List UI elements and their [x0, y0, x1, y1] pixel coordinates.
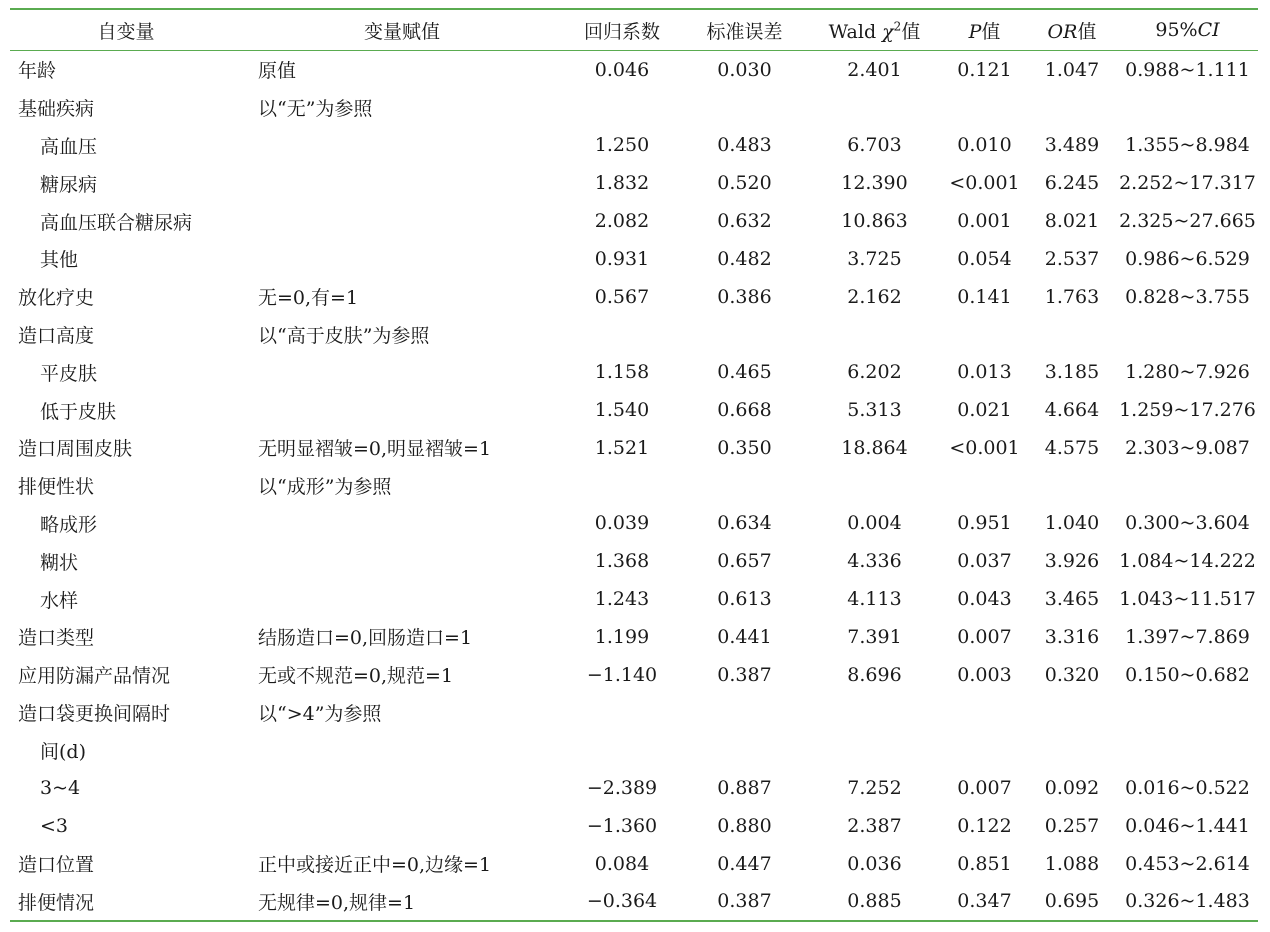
cell-p-value	[942, 316, 1027, 354]
cell-variable: 高血压	[40, 135, 98, 158]
table-row	[10, 51, 1258, 89]
table-row	[10, 807, 1258, 845]
cell-odds-ratio	[1027, 316, 1117, 354]
cell-odds-ratio: 1.763	[1044, 285, 1100, 308]
cell-p-value: 0.054	[957, 247, 1012, 270]
table-row	[10, 353, 1258, 391]
header-row	[10, 9, 1258, 51]
cell-assignment: 原值	[258, 60, 297, 83]
cell-variable: 3~4	[40, 777, 81, 800]
cell-standard-error: 0.441	[717, 625, 772, 648]
cell-p-value: 0.122	[957, 814, 1012, 837]
cell-p-value	[942, 89, 1027, 127]
table-row	[10, 278, 1258, 316]
cell-variable: 平皮肤	[40, 362, 98, 385]
table-row	[10, 240, 1258, 278]
header-p-value: P值	[942, 9, 1027, 51]
cell-wald: 7.252	[847, 777, 902, 800]
cell-coefficient: 0.567	[594, 285, 650, 308]
cell-wald: 0.036	[847, 852, 902, 875]
cell-wald: 0.885	[807, 883, 942, 922]
table-row	[10, 467, 1258, 505]
cell-variable: 间(d)	[40, 740, 86, 763]
cell-confidence-interval	[1117, 89, 1258, 127]
cell-assignment: 无明显褶皱=0,明显褶皱=1	[258, 438, 492, 461]
header-variable: 自变量	[10, 9, 242, 51]
cell-variable: 排便性状	[18, 476, 95, 499]
cell-assignment	[242, 580, 562, 618]
cell-odds-ratio: 4.664	[1044, 399, 1100, 422]
cell-coefficient: 1.243	[594, 588, 650, 611]
cell-p-value	[942, 467, 1027, 505]
cell-standard-error: 0.386	[717, 285, 772, 308]
cell-standard-error: 0.482	[717, 247, 772, 270]
cell-odds-ratio: 0.257	[1044, 814, 1100, 837]
cell-confidence-interval	[1117, 316, 1258, 354]
table-body	[10, 51, 1258, 922]
cell-standard-error	[682, 694, 807, 732]
cell-standard-error: 0.447	[717, 852, 772, 875]
cell-odds-ratio: 3.489	[1044, 134, 1100, 157]
cell-wald: 3.725	[847, 247, 902, 270]
cell-coefficient: 1.250	[594, 134, 650, 157]
cell-odds-ratio: 0.320	[1044, 663, 1100, 686]
cell-p-value: 0.037	[957, 550, 1012, 573]
cell-p-value: <0.001	[949, 436, 1020, 459]
cell-variable: 水样	[40, 589, 79, 612]
cell-p-value: 0.121	[957, 58, 1012, 81]
header-odds-ratio: OR值	[1027, 9, 1117, 51]
cell-standard-error	[682, 731, 807, 769]
cell-coefficient: −1.140	[586, 663, 658, 686]
cell-assignment: 无=0,有=1	[258, 287, 359, 310]
cell-coefficient: 1.521	[594, 436, 650, 459]
table-row	[10, 769, 1258, 807]
table-row	[10, 202, 1258, 240]
cell-coefficient: 1.158	[594, 361, 650, 384]
cell-coefficient: 2.082	[594, 210, 650, 233]
cell-assignment	[242, 353, 562, 391]
cell-assignment: 以“无”为参照	[258, 98, 373, 121]
cell-wald	[807, 316, 942, 354]
cell-wald: 18.864	[841, 436, 908, 459]
cell-odds-ratio: 6.245	[1044, 172, 1100, 195]
cell-p-value: 0.951	[957, 512, 1012, 535]
cell-confidence-interval: 0.326~1.483	[1117, 883, 1258, 922]
cell-standard-error: 0.657	[717, 550, 772, 573]
cell-standard-error: 0.465	[717, 361, 772, 384]
cell-wald	[807, 89, 942, 127]
cell-assignment: 正中或接近正中=0,边缘=1	[258, 854, 492, 877]
cell-wald	[807, 694, 942, 732]
cell-standard-error: 0.387	[717, 663, 772, 686]
cell-standard-error: 0.632	[717, 210, 772, 233]
cell-assignment	[242, 127, 562, 165]
table-row	[10, 542, 1258, 580]
table-row	[10, 127, 1258, 165]
table-row	[10, 391, 1258, 429]
cell-variable: 高血压联合糖尿病	[40, 211, 193, 234]
cell-coefficient: 1.199	[594, 625, 650, 648]
cell-standard-error: 0.030	[717, 58, 772, 81]
cell-odds-ratio: 0.695	[1027, 883, 1117, 922]
cell-confidence-interval	[1117, 694, 1258, 732]
cell-confidence-interval: 2.252~17.317	[1119, 172, 1256, 195]
cell-odds-ratio: 3.465	[1044, 588, 1100, 611]
cell-p-value	[942, 731, 1027, 769]
cell-variable: 造口类型	[18, 627, 95, 650]
cell-odds-ratio: 8.021	[1044, 210, 1100, 233]
cell-odds-ratio: 2.537	[1044, 247, 1100, 270]
cell-assignment: 结肠造口=0,回肠造口=1	[258, 627, 473, 650]
table-row	[10, 731, 1258, 769]
cell-confidence-interval	[1117, 467, 1258, 505]
cell-odds-ratio: 3.316	[1044, 625, 1100, 648]
cell-coefficient: 1.540	[594, 399, 650, 422]
cell-standard-error: 0.520	[717, 172, 772, 195]
cell-p-value: 0.141	[957, 285, 1012, 308]
table-row	[10, 316, 1258, 354]
cell-odds-ratio	[1027, 694, 1117, 732]
header-assignment: 变量赋值	[242, 9, 562, 51]
cell-p-value: 0.021	[957, 399, 1012, 422]
cell-confidence-interval: 2.303~9.087	[1125, 436, 1250, 459]
cell-standard-error: 0.887	[717, 777, 772, 800]
cell-variable: 低于皮肤	[40, 400, 117, 423]
cell-variable: 造口位置	[18, 854, 95, 877]
cell-variable: 造口高度	[18, 324, 95, 347]
cell-coefficient: 0.931	[594, 247, 650, 270]
cell-coefficient	[562, 89, 682, 127]
table-row	[10, 845, 1258, 883]
header-coefficient: 回归系数	[562, 9, 682, 51]
cell-variable: 应用防漏产品情况	[18, 665, 171, 688]
cell-wald: 2.387	[847, 814, 902, 837]
cell-wald: 8.696	[847, 663, 902, 686]
cell-coefficient: 1.832	[594, 172, 650, 195]
cell-assignment	[242, 164, 562, 202]
cell-wald: 4.113	[847, 588, 902, 611]
cell-variable: 放化疗史	[18, 287, 95, 310]
cell-assignment	[242, 505, 562, 543]
header-standard-error: 标准误差	[682, 9, 807, 51]
cell-confidence-interval: 1.259~17.276	[1119, 399, 1256, 422]
cell-coefficient: 0.039	[594, 512, 650, 535]
cell-wald: 10.863	[841, 210, 908, 233]
cell-odds-ratio: 0.092	[1044, 777, 1100, 800]
cell-confidence-interval: 0.988~1.111	[1125, 58, 1250, 81]
cell-p-value: 0.851	[957, 852, 1012, 875]
cell-wald: 6.703	[847, 134, 902, 157]
cell-standard-error: 0.880	[717, 814, 772, 837]
cell-coefficient: 0.084	[594, 852, 650, 875]
header-wald: Wald $\chi^2$值	[807, 9, 942, 51]
cell-variable: 略成形	[40, 513, 98, 536]
cell-assignment	[242, 731, 562, 769]
regression-table	[10, 8, 1258, 922]
cell-confidence-interval: 0.016~0.522	[1125, 777, 1250, 800]
cell-standard-error	[682, 467, 807, 505]
table-row	[10, 89, 1258, 127]
cell-assignment	[242, 391, 562, 429]
cell-assignment	[242, 807, 562, 845]
cell-confidence-interval: 1.397~7.869	[1125, 625, 1250, 648]
table-row	[10, 429, 1258, 467]
cell-variable: <3	[40, 814, 69, 837]
cell-odds-ratio: 1.040	[1044, 512, 1100, 535]
cell-standard-error: 0.668	[717, 399, 772, 422]
cell-p-value: 0.003	[957, 663, 1012, 686]
cell-coefficient	[562, 731, 682, 769]
cell-p-value: <0.001	[949, 172, 1020, 195]
cell-coefficient	[562, 467, 682, 505]
cell-odds-ratio	[1027, 467, 1117, 505]
cell-p-value: 0.010	[957, 134, 1012, 157]
cell-assignment	[242, 542, 562, 580]
cell-odds-ratio	[1027, 89, 1117, 127]
cell-wald: 7.391	[847, 625, 902, 648]
cell-p-value: 0.007	[957, 625, 1012, 648]
cell-p-value: 0.013	[957, 361, 1012, 384]
cell-coefficient: 0.046	[594, 58, 650, 81]
table-row	[10, 164, 1258, 202]
cell-assignment: 以“高于皮肤”为参照	[258, 324, 430, 347]
cell-confidence-interval: 0.150~0.682	[1125, 663, 1250, 686]
cell-variable: 排便情况	[10, 883, 242, 922]
table-row	[10, 580, 1258, 618]
cell-coefficient: 1.368	[594, 550, 650, 573]
cell-wald: 6.202	[847, 361, 902, 384]
cell-wald	[807, 731, 942, 769]
cell-confidence-interval: 1.280~7.926	[1125, 361, 1250, 384]
cell-wald	[807, 467, 942, 505]
table-row	[10, 883, 1258, 922]
cell-wald: 2.401	[847, 58, 902, 81]
cell-standard-error: 0.613	[717, 588, 772, 611]
cell-coefficient: −2.389	[586, 777, 658, 800]
cell-odds-ratio	[1027, 731, 1117, 769]
cell-standard-error	[682, 89, 807, 127]
cell-assignment	[242, 240, 562, 278]
cell-confidence-interval: 1.043~11.517	[1119, 588, 1256, 611]
cell-p-value	[942, 694, 1027, 732]
cell-wald: 0.004	[847, 512, 902, 535]
cell-assignment	[242, 769, 562, 807]
cell-confidence-interval: 0.986~6.529	[1125, 247, 1250, 270]
cell-assignment	[242, 202, 562, 240]
cell-odds-ratio: 3.926	[1044, 550, 1100, 573]
cell-variable: 年龄	[18, 60, 57, 83]
cell-confidence-interval	[1117, 731, 1258, 769]
cell-assignment: 无或不规范=0,规范=1	[258, 665, 454, 688]
cell-p-value: 0.007	[957, 777, 1012, 800]
cell-confidence-interval: 0.046~1.441	[1125, 814, 1250, 837]
cell-wald: 4.336	[847, 550, 902, 573]
cell-confidence-interval: 0.453~2.614	[1125, 852, 1250, 875]
table-row	[10, 656, 1258, 694]
cell-p-value: 0.347	[942, 883, 1027, 922]
cell-confidence-interval: 1.084~14.222	[1119, 550, 1256, 573]
cell-variable: 造口周围皮肤	[18, 438, 133, 461]
cell-variable: 糊状	[40, 551, 79, 574]
cell-odds-ratio: 1.047	[1044, 58, 1100, 81]
cell-variable: 造口袋更换间隔时	[18, 702, 171, 725]
cell-confidence-interval: 0.828~3.755	[1125, 285, 1250, 308]
table-row	[10, 618, 1258, 656]
cell-standard-error	[682, 316, 807, 354]
cell-assignment: 以“>4”为参照	[258, 702, 382, 725]
header-confidence-interval: 95%CI	[1117, 9, 1258, 51]
cell-standard-error: 0.387	[682, 883, 807, 922]
cell-wald: 12.390	[841, 172, 908, 195]
cell-odds-ratio: 3.185	[1044, 361, 1100, 384]
cell-p-value: 0.001	[957, 210, 1012, 233]
table-row	[10, 505, 1258, 543]
cell-confidence-interval: 0.300~3.604	[1125, 512, 1250, 535]
cell-coefficient: −1.360	[586, 814, 658, 837]
cell-variable: 其他	[40, 249, 79, 272]
cell-confidence-interval: 1.355~8.984	[1125, 134, 1250, 157]
cell-assignment: 无规律=0,规律=1	[242, 883, 562, 922]
cell-confidence-interval: 2.325~27.665	[1119, 210, 1256, 233]
cell-assignment: 以“成形”为参照	[258, 476, 392, 499]
table-header	[10, 9, 1258, 51]
cell-coefficient	[562, 316, 682, 354]
table-row	[10, 694, 1258, 732]
cell-odds-ratio: 4.575	[1044, 436, 1100, 459]
cell-wald: 5.313	[847, 399, 902, 422]
cell-standard-error: 0.634	[717, 512, 772, 535]
cell-variable: 基础疾病	[18, 98, 95, 121]
cell-p-value: 0.043	[957, 588, 1012, 611]
cell-coefficient: −0.364	[562, 883, 682, 922]
cell-wald: 2.162	[847, 285, 902, 308]
cell-variable: 糖尿病	[40, 173, 98, 196]
cell-coefficient	[562, 694, 682, 732]
cell-standard-error: 0.350	[717, 436, 772, 459]
cell-odds-ratio: 1.088	[1044, 852, 1100, 875]
cell-standard-error: 0.483	[717, 134, 772, 157]
